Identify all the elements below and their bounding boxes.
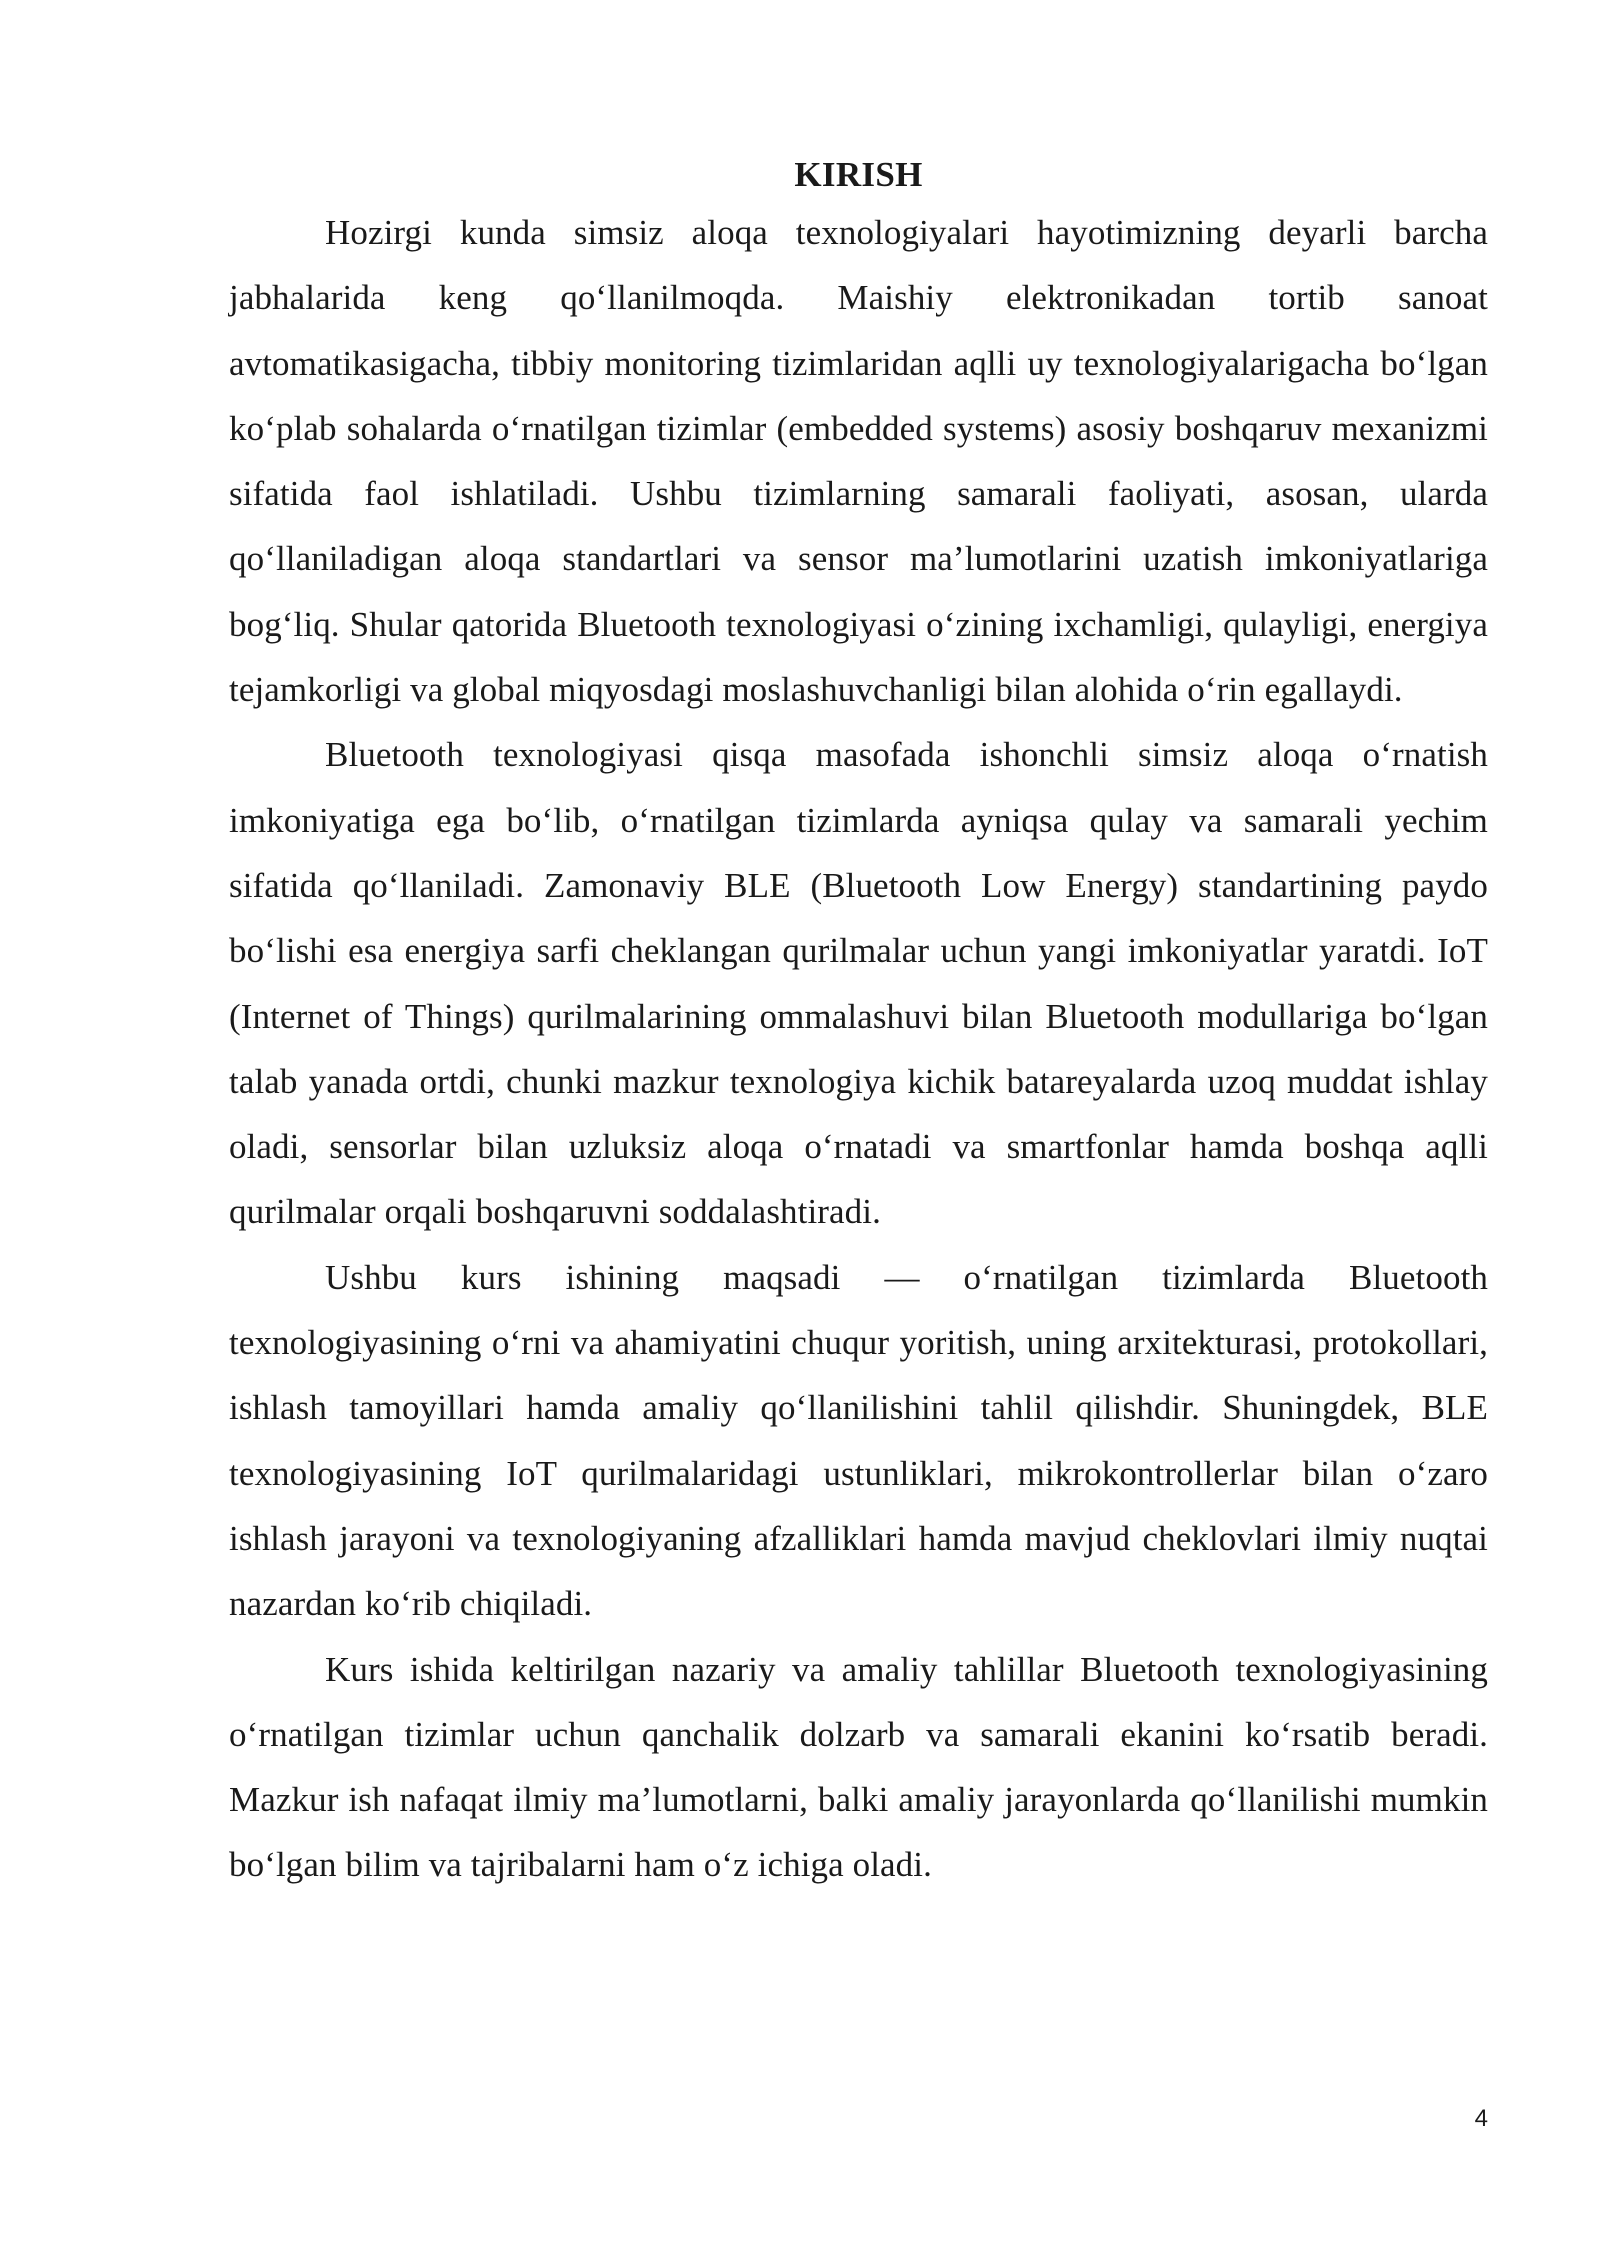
page-content [229,150,1488,1898]
paragraph-2: Bluetooth texnologiyasi qisqa masofada ishonchli simsiz aloqa o‘rnatish imkoniyatiga ega bo‘lib, o‘rnatilgan tizimlarda ayniqsa qulay va samarali yechim sifatida qo‘llaniladi. Zamonaviy BLE (Bluetooth Low Energy) standartining paydo bo‘lishi esa energiya sarfi cheklangan qurilmalar uchun yangi imkoniyatlar yaratdi. IoT (Internet of Things) qurilmalarining ommalashuvi bilan Bluetooth modullariga bo‘lgan talab yanada ortdi, chunki mazkur texnologiya kichik batareyalarda uzoq muddat ishlay oladi, sensorlar bilan uzluksiz aloqa o‘rnatadi va smartfonlar hamda boshqa aqlli qurilmalar orqali boshqaruvni soddalashtiradi. [229,735,1488,1232]
paragraph-3: Ushbu kurs ishining maqsadi — o‘rnatilgan tizimlarda Bluetooth texnologiyasining o‘rni va ahamiyatini chuqur yoritish, uning arxitekturasi, protokollari, ishlash tamoyillari hamda amaliy qo‘llanilishini tahlil qilishdir. Shuningdek, BLE texnologiyasining IoT qurilmalaridagi ustunliklari, mikrokontrollerlar bilan o‘zaro ishlash jarayoni va texnologiyaning afzalliklari hamda mavjud cheklovlari ilmiy nuqtai nazardan ko‘rib chiqiladi. [229,1257,1488,1624]
page-number: 4 [1474,2105,1488,2132]
section-heading: KIRISH [794,155,923,194]
paragraph-1: Hozirgi kunda simsiz aloqa texnologiyalari hayotimizning deyarli barcha jabhalarida keng qo‘llanilmoqda. Maishiy elektronikadan tortib sanoat avtomatikasigacha, tibbiy monitoring tizimlaridan aqlli uy texnologiyalarigacha bo‘lgan ko‘plab sohalarda o‘rnatilgan tizimlar (embedded systems) asosiy boshqaruv mexanizmi sifatida faol ishlatiladi. Ushbu tizimlarning samarali faoliyati, asosan, ularda qo‘llaniladigan aloqa standartlari va sensor ma’lumotlarini uzatish imkoniyatlariga bog‘liq. Shular qatorida Bluetooth texnologiyasi o‘zining ixchamligi, qulayligi, energiya tejamkorligi va global miqyosdagi moslashuvchanligi bilan alohida o‘rin egallaydi. [229,213,1488,710]
paragraph-4: Kurs ishida keltirilgan nazariy va amaliy tahlillar Bluetooth texnologiyasining o‘rnatilgan tizimlar uchun qanchalik dolzarb va samarali ekanini ko‘rsatib beradi. Mazkur ish nafaqat ilmiy ma’lumotlarni, balki amaliy jarayonlarda qo‘llanilishi mumkin bo‘lgan bilim va tajribalarni ham o‘z ichiga oladi. [229,1649,1488,1885]
